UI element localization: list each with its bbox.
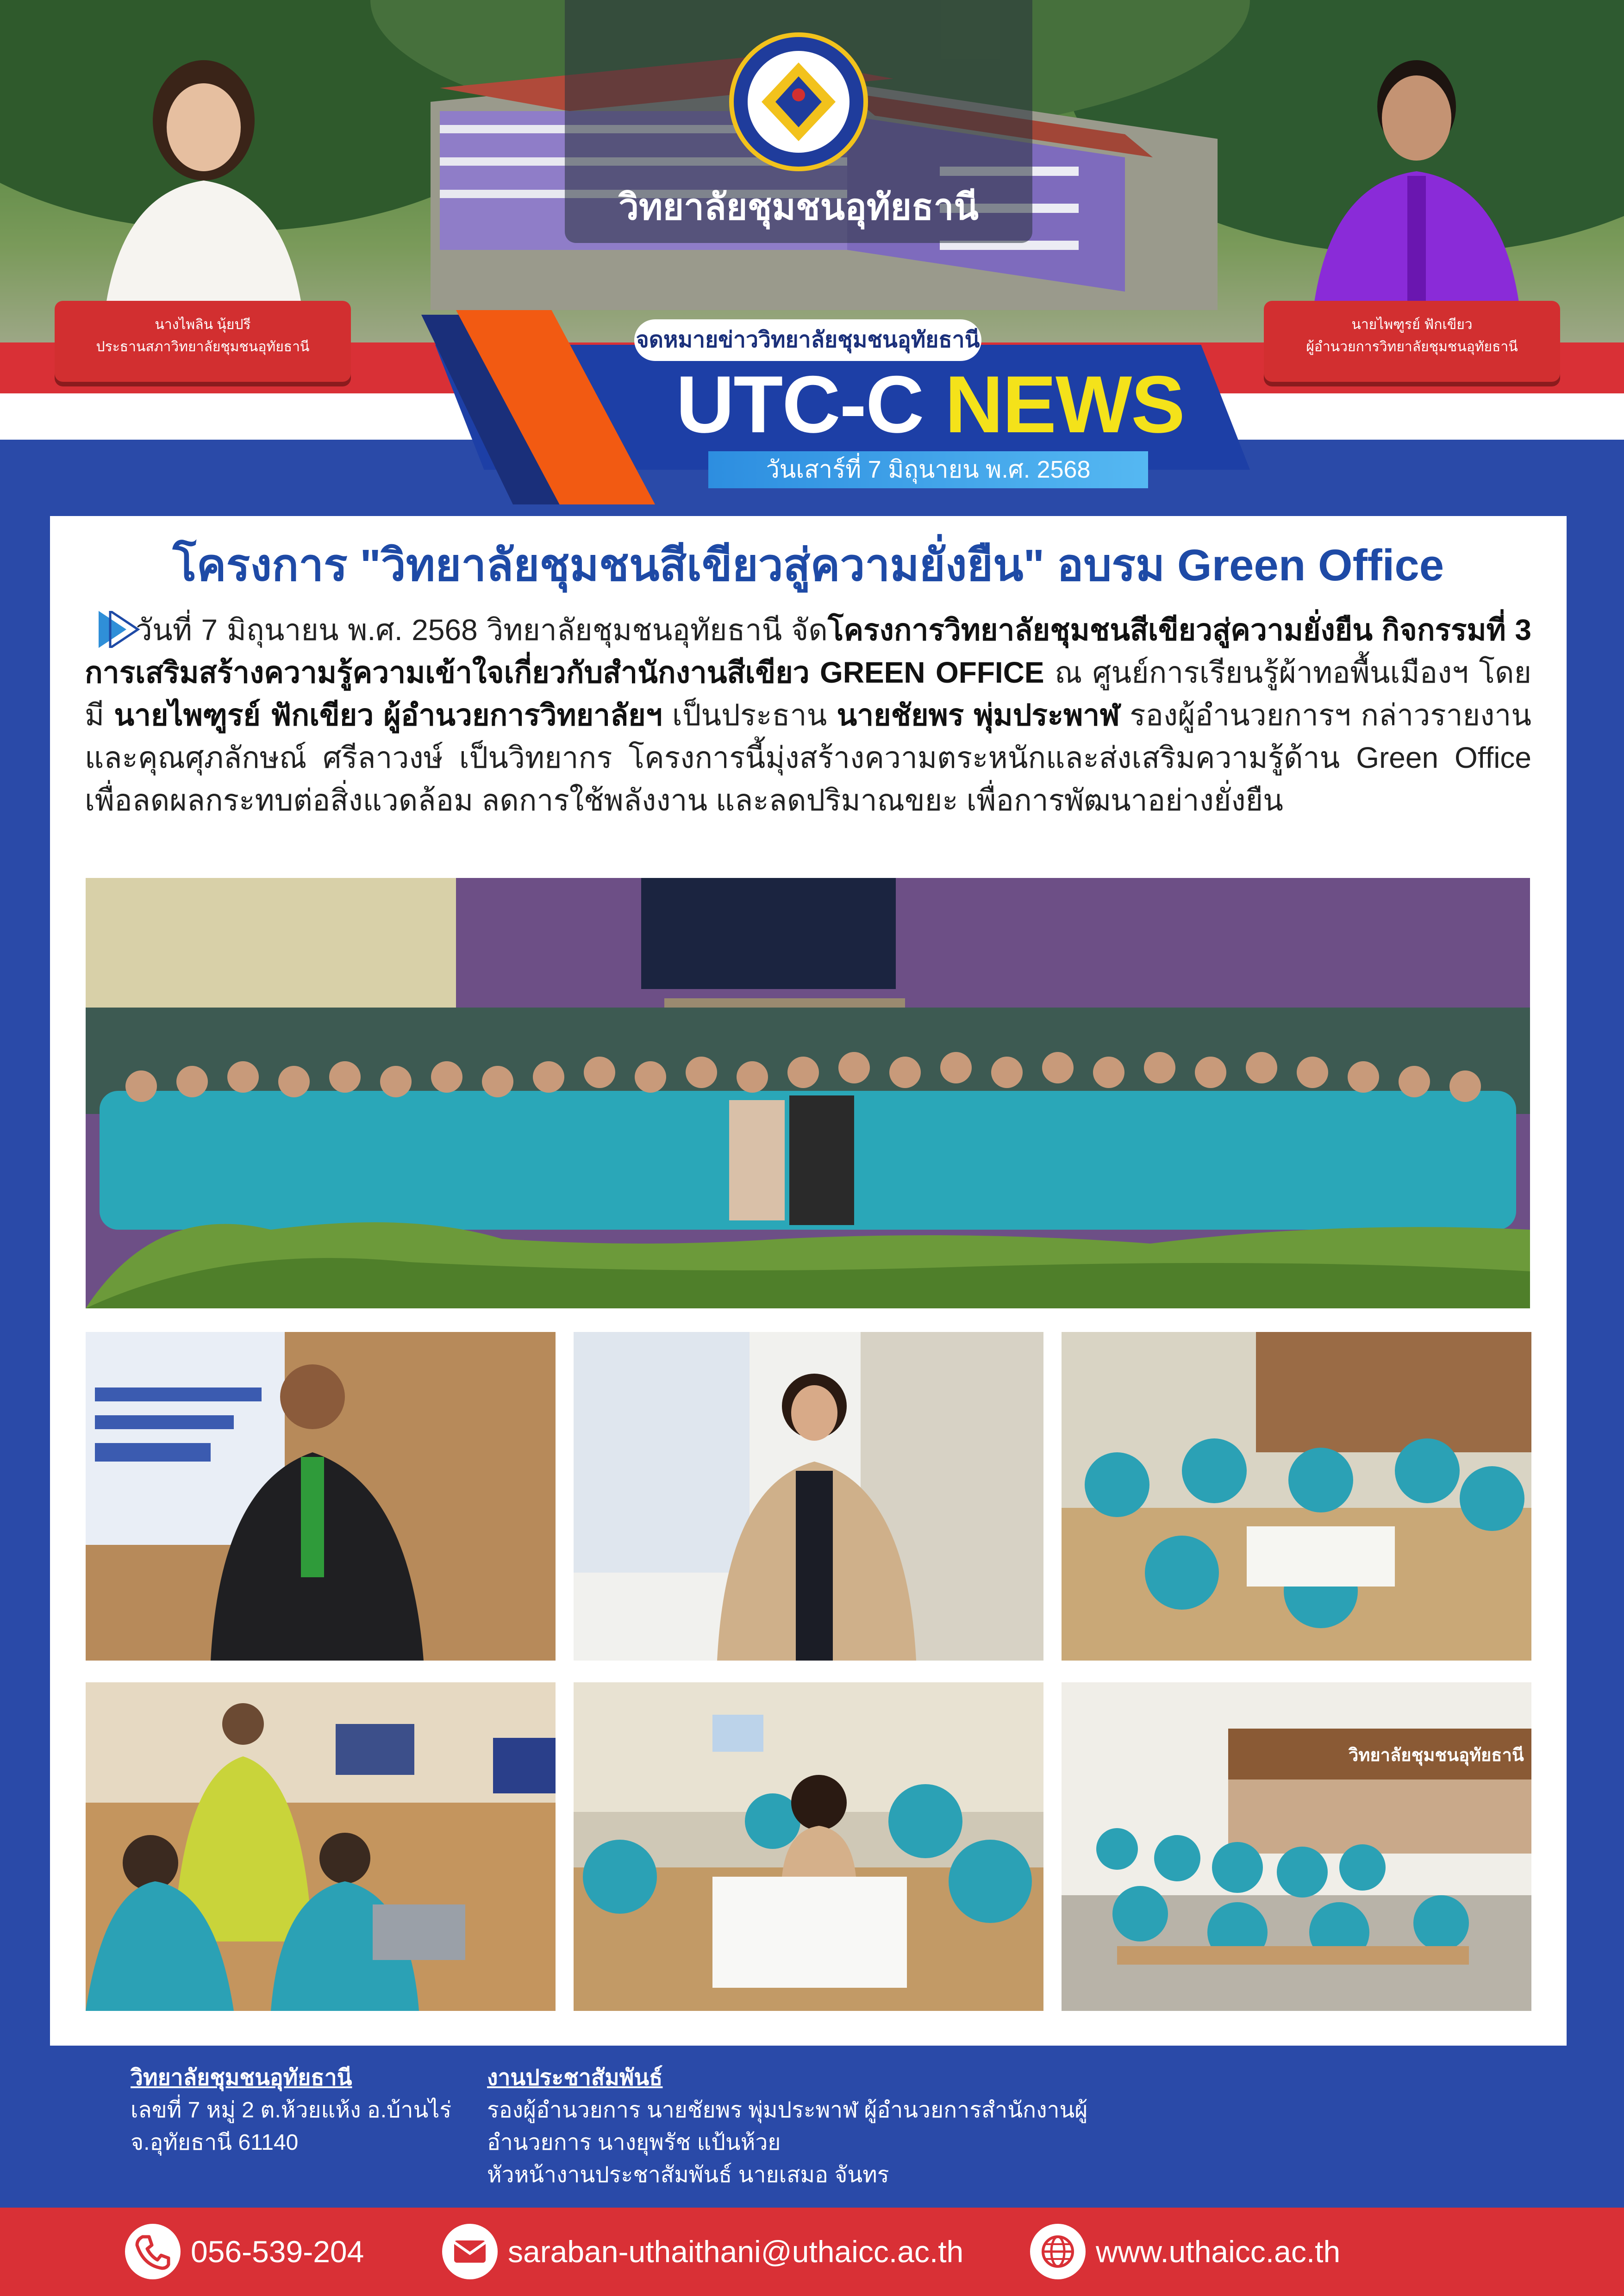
pr-block xyxy=(487,2062,1087,2191)
article-body: วันที่ 7 มิถุนายน พ.ศ. 2568 วิทยาลัยชุมชนอุทัยธานี จัดโครงการวิทยาลัยชุมชนสีเขียวสู่ความยั่งยืน กิจกรรมที่ 3 การเสริมสร้างความรู้ความเข้าใจเกี่ยวกับสำนักงานสีเขียว GREEN OFFICE ณ ศูนย์การเรียนรู้ผ้าทอพื้นเมืองฯ โดยมี นายไพฑูรย์ ฟักเขียว ผู้อำนวยการวิทยาลัยฯ เป็นประธาน นายชัยพร พุ่มประพาฬ รองผู้อำนวยการฯ กล่าวรายงาน และคุณศุภลักษณ์ ศรีลาวงษ์ เป็นวิทยากร โครงการนี้มุ่งสร้างความตระหนักและส่งเสริมความรู้ด้าน Green Office เพื่อลดผลกระทบต่อสิ่งแวดล้อม ลดการใช้พลังงาน และลดปริมาณขยะ เพื่อการพัฒนาอย่างยั่งยืน xyxy=(85,613,1532,817)
speaker-director-photo xyxy=(86,1332,556,1661)
globe-icon xyxy=(1030,2224,1086,2279)
newsletter-title-part-a: UTC-C xyxy=(676,360,924,450)
email-contact[interactable] xyxy=(442,2221,963,2282)
right-person-role: ผู้อำนวยการวิทยาลัยชุมชนอุทัยธานี xyxy=(1306,339,1518,355)
right-person-name: นายไพฑูรย์ ฟักเขียว xyxy=(1351,317,1473,332)
pr-line-2: อำนวยการ นางยุพรัช แป้นห้วย xyxy=(487,2130,781,2155)
address-line-2: จ.อุทัยธานี 61140 xyxy=(131,2130,299,2155)
logo-emblem-icon xyxy=(748,51,849,153)
phone-contact[interactable] xyxy=(125,2221,364,2282)
pr-line-3: หัวหน้างานประชาสัมพันธ์ นายเสมอ จันทร xyxy=(487,2163,889,2187)
pr-title: งานประชาสัมพันธ์ xyxy=(487,2066,663,2090)
director-portrait xyxy=(1296,37,1537,342)
email-address: saraban-uthaithani@uthaicc.ac.th xyxy=(508,2234,964,2269)
issue-date: วันเสาร์ที่ 7 มิถุนายน พ.ศ. 2568 xyxy=(708,451,1148,488)
address-line-1: เลขที่ 7 หมู่ 2 ต.ห้วยแห้ง อ.บ้านไร่ xyxy=(131,2098,452,2122)
left-person-role: ประธานสภาวิทยาลัยชุมชนอุทัยธานี xyxy=(96,339,310,355)
phone-icon xyxy=(125,2224,181,2279)
newsletter-title-part-b: NEWS xyxy=(944,360,1184,450)
classroom-photo xyxy=(1062,1682,1531,2011)
address-block xyxy=(131,2062,451,2159)
article-card xyxy=(50,516,1567,2046)
address-title: วิทยาลัยชุมชนอุทัยธานี xyxy=(131,2066,352,2090)
website-contact[interactable] xyxy=(1030,2221,1340,2282)
group-photo xyxy=(86,878,1530,1308)
right-name-tag xyxy=(1264,301,1560,382)
left-name-tag xyxy=(55,301,351,382)
left-person-name: นางไพลิน นุ้ยปรี xyxy=(155,317,251,332)
classroom-banner-text: วิทยาลัยชุมชนอุทัยธานี xyxy=(1349,1746,1524,1765)
council-chair-portrait xyxy=(83,42,324,342)
newsletter-kicker: จดหมายข่าววิทยาลัยชุมชนอุทัยธานี xyxy=(634,319,981,361)
workshop-poster-photo xyxy=(574,1682,1043,2011)
newsletter-title xyxy=(676,361,1184,449)
speaker-trainer-photo xyxy=(574,1332,1043,1661)
phone-number: 056-539-204 xyxy=(191,2234,364,2269)
email-icon xyxy=(442,2224,498,2279)
pr-line-1: รองผู้อำนวยการ นายชัยพร พุ่มประพาฬ ผู้อำนวยการสำนักงานผู้ xyxy=(487,2098,1088,2122)
college-name-title: วิทยาลัยชุมชนอุทัยธานี xyxy=(618,187,979,227)
workshop-laptop-photo xyxy=(86,1682,556,2011)
website-url: www.uthaicc.ac.th xyxy=(1096,2234,1341,2269)
workshop-group-photo-1 xyxy=(1062,1332,1531,1661)
header-photo-background xyxy=(0,0,1624,352)
article-headline: โครงการ "วิทยาลัยชุมชนสีเขียวสู่ความยั่งยืน" อบรม Green Office xyxy=(172,541,1444,590)
